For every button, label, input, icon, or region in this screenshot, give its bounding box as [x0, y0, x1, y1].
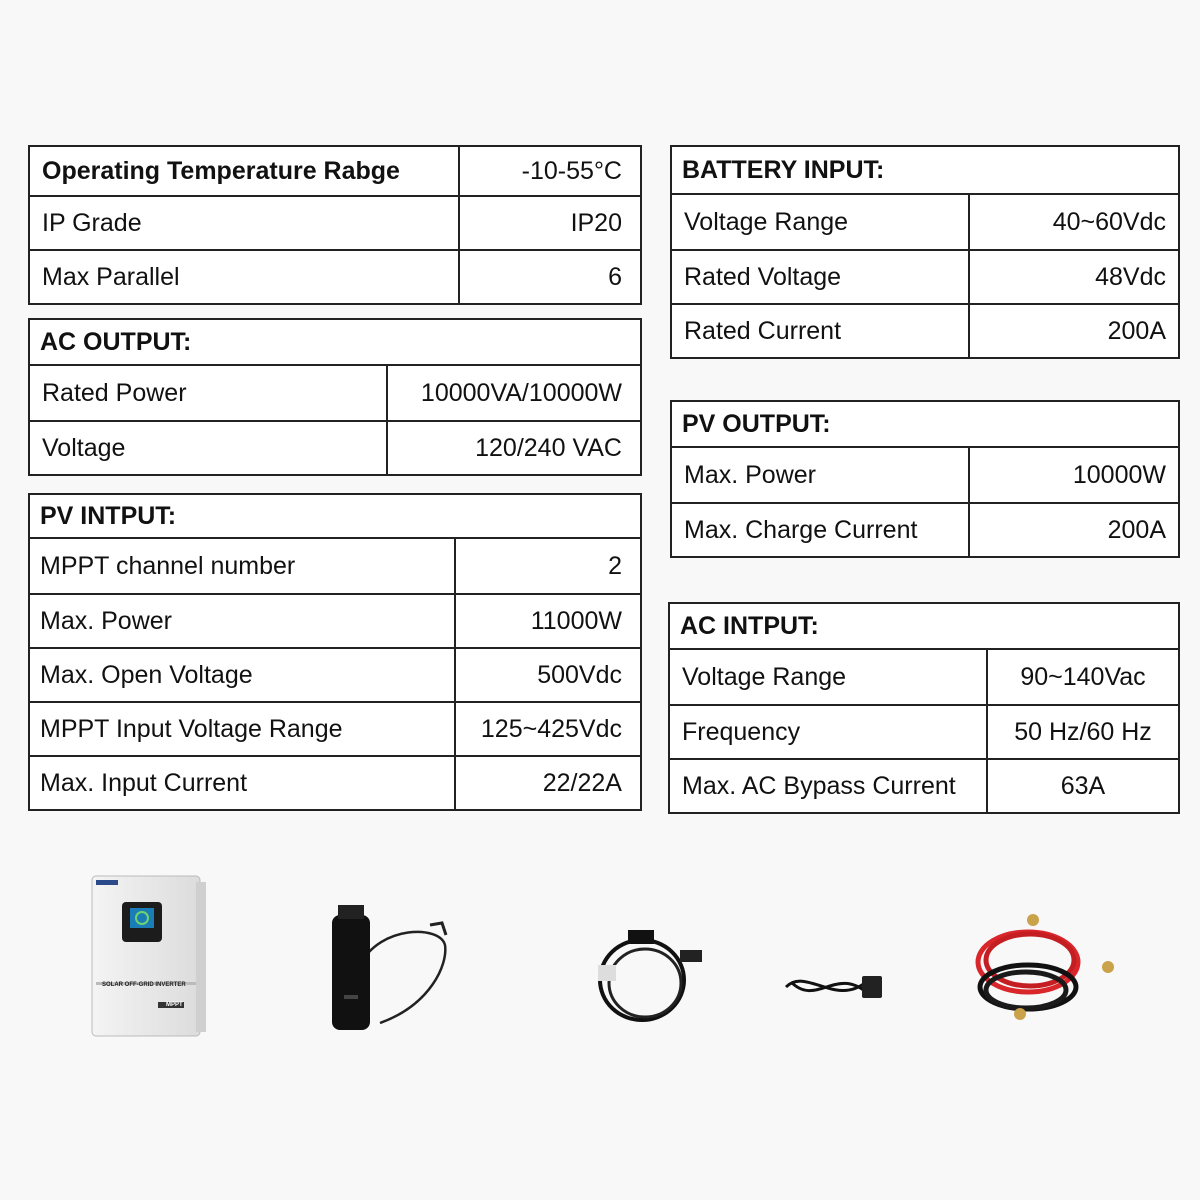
inverter-image [88, 872, 210, 1042]
pv-input-table [28, 493, 642, 811]
spec-value: 48Vdc [1095, 262, 1166, 291]
spec-label: Voltage Range [670, 650, 988, 704]
spec-label: Rated Current [672, 305, 970, 357]
table-row [30, 420, 640, 474]
table-header: PV OUTPUT: [672, 402, 1178, 448]
table-row [30, 249, 640, 303]
spec-label: Max. Power [30, 595, 456, 647]
inverter-badge: MPPT [166, 1002, 183, 1008]
table-row [30, 539, 640, 593]
spec-value: 200A [1107, 515, 1166, 544]
spec-label: Max. AC Bypass Current [670, 760, 988, 812]
communication-cable-image [590, 925, 710, 1030]
spec-label: MPPT channel number [30, 539, 456, 593]
spec-label: Rated Power [30, 366, 388, 420]
table-row [670, 704, 1178, 758]
table-row [672, 249, 1178, 303]
spec-label: Max. Input Current [30, 757, 456, 809]
table-row [30, 755, 640, 809]
spec-label: Max. Power [672, 448, 970, 502]
spec-value: 500Vdc [537, 660, 622, 689]
spec-value: 90~140Vac [1020, 662, 1146, 691]
spec-value: 200A [1107, 316, 1166, 345]
table-header: AC INTPUT: [670, 604, 1178, 650]
general-spec-table [28, 145, 642, 305]
spec-value: IP20 [570, 208, 622, 237]
spec-label: Voltage Range [672, 195, 970, 249]
table-header: AC OUTPUT: [30, 320, 640, 366]
spec-value: 125~425Vdc [480, 714, 622, 743]
spec-label: Max Parallel [30, 251, 460, 303]
spec-value: 6 [608, 262, 622, 291]
table-header: BATTERY INPUT: [672, 147, 1178, 195]
table-row [672, 195, 1178, 249]
spec-value: 63A [1060, 771, 1106, 800]
spec-value: 2 [608, 551, 622, 580]
spec-value: 40~60Vdc [1052, 207, 1166, 236]
ac-input-table [668, 602, 1180, 814]
spec-label: Voltage [30, 422, 388, 474]
table-row [30, 366, 640, 420]
table-row [670, 650, 1178, 704]
spec-label: Max. Open Voltage [30, 649, 456, 701]
table-row [672, 448, 1178, 502]
spec-value: 11000W [530, 606, 622, 635]
wifi-module-image [320, 905, 460, 1035]
spec-label: IP Grade [30, 197, 460, 249]
spec-label: Rated Voltage [672, 251, 970, 303]
usb-cable-image [776, 962, 886, 1012]
spec-label: MPPT Input Voltage Range [30, 703, 456, 755]
spec-value: 120/240 VAC [475, 433, 622, 462]
table-row [670, 758, 1178, 812]
table-row [30, 701, 640, 755]
spec-label: Max. Charge Current [672, 504, 970, 556]
spec-label: Frequency [670, 706, 988, 758]
table-row [672, 303, 1178, 357]
table-row [30, 147, 640, 195]
table-row [30, 647, 640, 701]
battery-input-table [670, 145, 1180, 359]
table-row [30, 593, 640, 647]
inverter-label: SOLAR OFF-GRID INVERTER [102, 982, 186, 988]
spec-value: 50 Hz/60 Hz [1014, 717, 1152, 746]
battery-cables-image [968, 912, 1118, 1022]
spec-value: 10000VA/10000W [420, 378, 622, 407]
table-row [672, 502, 1178, 556]
pv-output-table [670, 400, 1180, 558]
spec-value: -10-55°C [521, 156, 622, 185]
spec-value: 22/22A [542, 768, 622, 797]
ac-output-table [28, 318, 642, 476]
table-header: PV INTPUT: [30, 495, 640, 539]
spec-value: 10000W [1072, 460, 1166, 489]
table-row [30, 195, 640, 249]
spec-label: Operating Temperature Rabge [30, 147, 460, 195]
